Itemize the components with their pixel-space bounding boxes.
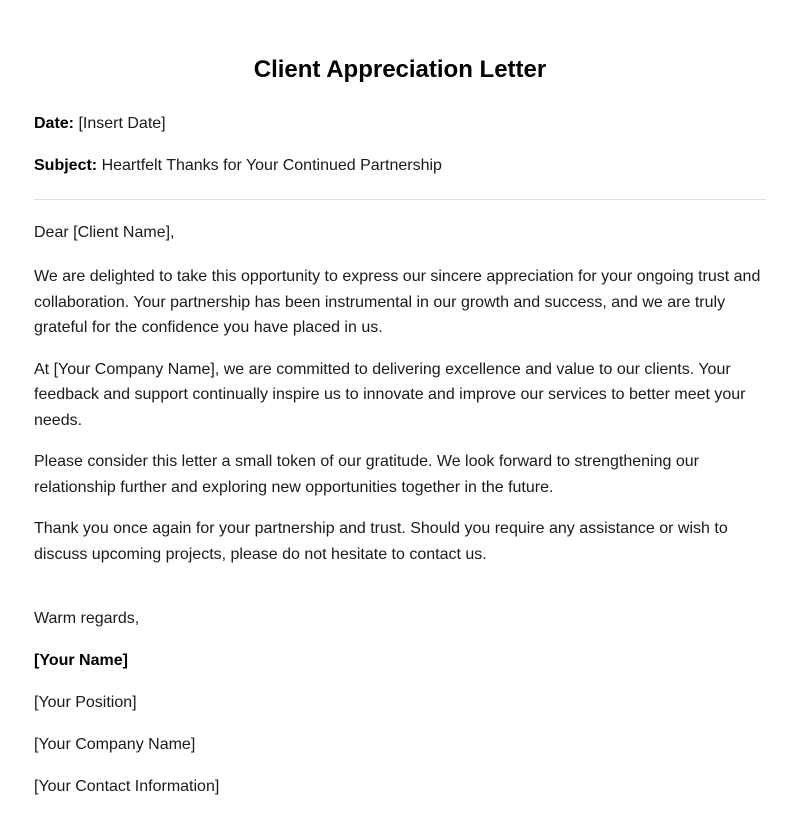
subject-line: [34, 156, 766, 176]
subject-value: Heartfelt Thanks for Your Continued Partnership: [101, 157, 442, 174]
body-paragraph-4: Thank you once again for your partnership and trust. Should you require any assistance or wish to discuss upcoming projects, please do not hesitate to contact us.: [34, 520, 728, 563]
signature-position: [Your Position]: [34, 694, 137, 711]
signature-company: [Your Company Name]: [34, 736, 196, 753]
letter-title: Client Appreciation Letter: [253, 56, 547, 83]
date-value: [Insert Date]: [78, 115, 166, 132]
body-paragraph-2: At [Your Company Name], we are committed to delivering excellence and value to our clients. Your feedback and support continually inspire us to innovate and improve our services to better meet your needs.: [34, 360, 746, 429]
date-label: Date:: [34, 115, 75, 132]
date-line: [34, 114, 766, 134]
body-paragraph-1: We are delighted to take this opportunity to express our sincere appreciation for your ongoing trust and collaboration. Your partnership has been instrumental in our growth and success, and we are truly grateful for the confidence you have placed in us.: [34, 268, 761, 336]
subject-label: Subject:: [34, 157, 98, 174]
signature-name: [Your Name]: [34, 652, 128, 669]
divider: [34, 199, 766, 200]
closing: Warm regards,: [34, 610, 140, 627]
salutation: Dear [Client Name],: [34, 224, 175, 241]
body-paragraph-3: Please consider this letter a small token of our gratitude. We look forward to strengthening our relationship further and exploring new opportunities together in the future.: [34, 453, 699, 496]
signature-contact: [Your Contact Information]: [34, 778, 220, 795]
